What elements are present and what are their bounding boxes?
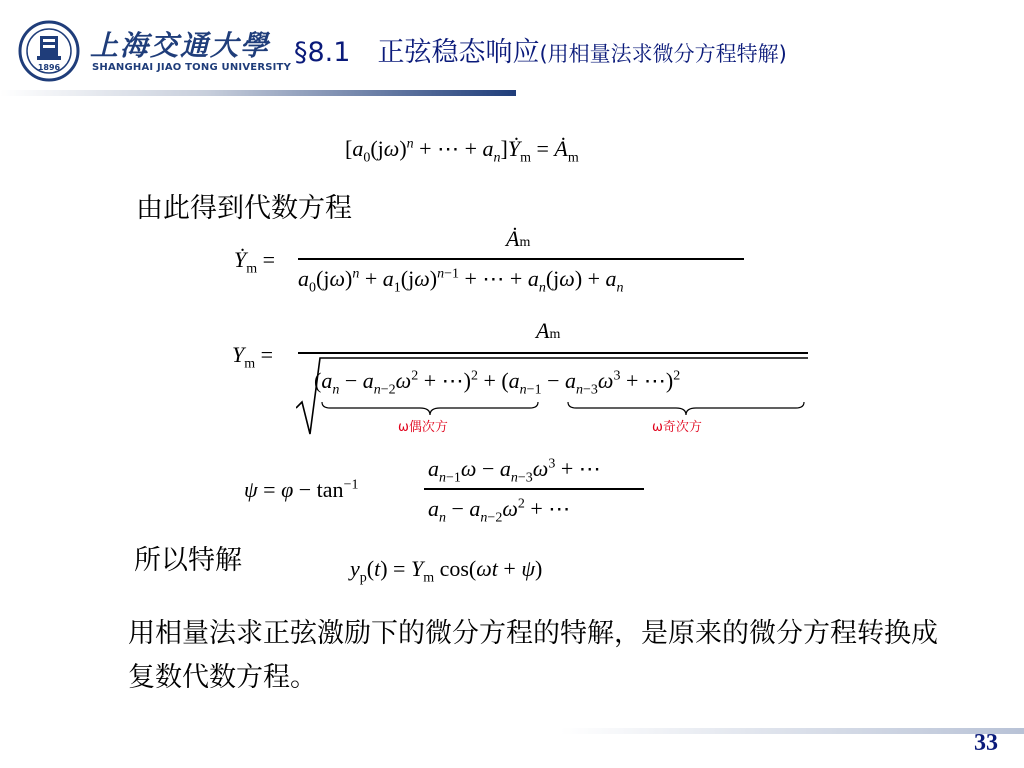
summary-paragraph: 用相量法求正弦激励下的微分方程的特解，是原来的微分方程转换成复数代数方程。 [128,618,938,693]
title-subtitle: (用相量法求微分方程特解) [539,42,787,66]
university-logo [18,18,292,82]
logo-chinese-name: 上海交通大學 [90,29,271,62]
label-omega-even: ω偶次方 [398,420,448,435]
text-derive-algebraic: 由此得到代数方程 [136,193,352,224]
title-main: §8.1 正弦稳态响应 [294,37,540,68]
underbrace-odd [566,400,806,416]
equation-phasor: [$a_0(j\omega)^n$ + ⋯ + $a_n]Ẏ_m$ = $Ȧ_m$ [345,136,579,166]
logo-english-name: SHANGHAI JIAO TONG UNIVERSITY [92,62,292,73]
equation-particular: $y_p(t) = Y_m$ cos(ωt + ψ) [350,556,543,586]
text-particular-solution: 所以特解 [134,545,242,576]
label-omega-odd: ω奇次方 [652,420,702,435]
header-divider [0,90,516,96]
slide: 1896 上海交通大學 SHANGHAI JIAO TONG UNIVERSITY §8.1 正弦稳态响应(用相量法求微分方程特解) [$a_0(j\omega)^n$ + ⋯ + $a_n]Ẏ_m$ = $Ȧ_m$ 由此得到代数方程 Ẏ$_m$ = Ȧm $a_0(j\omega)^n + a_1(j\omega)^{n-1}$ + ⋯ + $a_n(j\omega) + a_n$ $Y_m$ = Am ($a_n - a_{n-2}\omega^2$ + ⋯)$^2$ + ($a_{n-1} - a_{n-3}\omega^3$ + ⋯)$^2$ ω偶次方 ω奇次方 $\psi = \varphi - \tan^{-1}$ $a_{n-1}\omega - a_{n-3}\omega^3$ + ⋯ $a_n - a_{n-2}\omega^2$ + ⋯ 所以特解 $y_p(t) = Y_m$ cos(ωt + ψ) 用相量法求正弦激励下的微分方程的特解，是原来的微分方程转换成复数代数方程。 33 [0,0,1024,768]
university-seal-icon [18,20,80,82]
footer-divider [560,728,1024,734]
underbrace-even [320,400,540,416]
page-number: 33 [974,730,998,756]
slide-title [294,30,787,69]
svg-text:1896: 1896 [37,63,61,72]
